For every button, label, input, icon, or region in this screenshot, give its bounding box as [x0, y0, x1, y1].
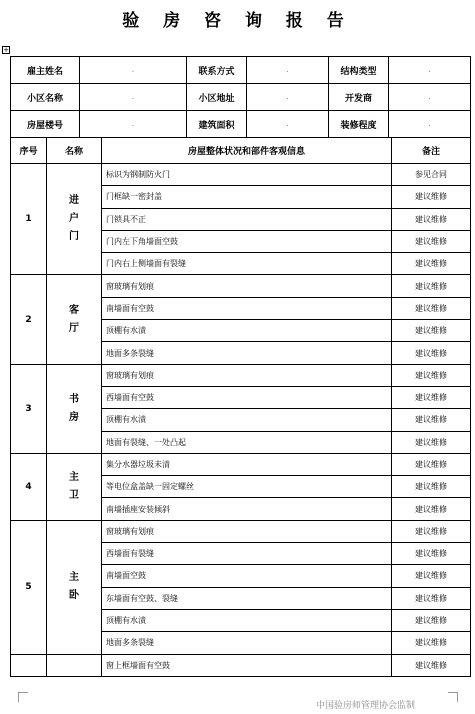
table-header-row [11, 138, 471, 164]
client-info-table [10, 56, 471, 138]
header-desc: 房屋整体状况和部件客观信息 [102, 138, 392, 164]
defect-description: 顶棚有水渍 [102, 320, 392, 342]
remark-cell: 建议维修 [392, 476, 471, 498]
info-label: 小区地址 [187, 84, 247, 111]
info-row [11, 84, 471, 111]
remark-cell: 建议维修 [392, 587, 471, 609]
room-name-char: 户 [69, 213, 79, 225]
table-move-handle-icon[interactable]: + [3, 46, 9, 54]
defect-description: 门框缺一密封盖 [102, 186, 392, 208]
room-name [47, 453, 102, 520]
remark-cell: 建议维修 [392, 230, 471, 252]
room-name-char: 进 [69, 195, 79, 207]
info-label: 装修程度 [329, 111, 389, 138]
item-number: 1 [11, 164, 47, 275]
defect-description: 东墙面有空鼓、裂缝 [102, 587, 392, 609]
remark-cell: 建议维修 [392, 609, 471, 631]
remark-cell: 建议维修 [392, 453, 471, 475]
room-name [47, 520, 102, 654]
item-number: 2 [11, 275, 47, 364]
header-name: 名称 [47, 138, 102, 164]
info-label: 小区名称 [11, 84, 80, 111]
defect-description: 顶棚有水渍 [102, 609, 392, 631]
item-number [11, 654, 47, 676]
defect-description: 等电位盒盖缺一固定螺丝 [102, 476, 392, 498]
table-row [11, 275, 471, 297]
defect-description: 门内右上侧墙面有裂缝 [102, 253, 392, 275]
room-name [47, 654, 102, 676]
remark-cell: 建议维修 [392, 208, 471, 230]
remark-cell: 建议维修 [392, 364, 471, 386]
remark-cell: 建议维修 [392, 409, 471, 431]
room-name [47, 364, 102, 453]
report-title: 验 房 咨 询 报 告 [122, 11, 353, 31]
defect-description: 西墙面有裂缝 [102, 543, 392, 565]
info-label: 房屋楼号 [11, 111, 80, 138]
table-row [11, 453, 471, 475]
header-no: 序号 [11, 138, 47, 164]
remark-cell: 建议维修 [392, 565, 471, 587]
defect-description: 门内左下角墙面空鼓 [102, 230, 392, 252]
remark-cell: 建议维修 [392, 520, 471, 542]
table-row [11, 164, 471, 186]
defect-description: 集分水器垃圾未清 [102, 453, 392, 475]
room-name-char: 主 [69, 471, 79, 483]
remark-cell: 建议维修 [392, 342, 471, 364]
remark-cell: 建议维修 [392, 498, 471, 520]
remark-cell: 建议维修 [392, 654, 471, 676]
footer-issuer: 中国验房师管理协会监制 [316, 701, 416, 711]
table-row [11, 364, 471, 386]
table-row [11, 654, 471, 676]
remark-cell: 建议维修 [392, 275, 471, 297]
info-value-field[interactable]: . [80, 111, 187, 138]
defect-description: 南墙面空鼓 [102, 565, 392, 587]
remark-cell: 建议维修 [392, 431, 471, 453]
info-value-field[interactable]: . [389, 111, 471, 138]
info-value-field[interactable]: . [80, 84, 187, 111]
info-label: 联系方式 [187, 57, 247, 84]
defect-description: 门锁具不正 [102, 208, 392, 230]
info-label: 开发商 [329, 84, 389, 111]
room-name-char: 厅 [69, 322, 79, 334]
info-value-field[interactable]: . [247, 111, 329, 138]
room-name-char: 房 [69, 411, 79, 423]
defect-description: 南墙插座安装倾斜 [102, 498, 392, 520]
info-label: 建筑面积 [187, 111, 247, 138]
info-row [11, 57, 471, 84]
info-value-field[interactable]: . [389, 57, 471, 84]
info-value-field[interactable]: . [247, 57, 329, 84]
room-name-char: 客 [69, 304, 79, 316]
info-row [11, 111, 471, 138]
defect-description: 标识为钢制防火门 [102, 164, 392, 186]
remark-cell: 参见合同 [392, 164, 471, 186]
room-name [47, 275, 102, 364]
defect-description: 窗上框墙面有空鼓 [102, 654, 392, 676]
remark-cell: 建议维修 [392, 320, 471, 342]
item-number: 3 [11, 364, 47, 453]
room-name-char: 门 [69, 231, 79, 243]
info-value-field[interactable]: . [389, 84, 471, 111]
remark-cell: 建议维修 [392, 253, 471, 275]
remark-cell: 建议维修 [392, 186, 471, 208]
page-corner-mark-right [448, 692, 458, 702]
room-name [47, 164, 102, 275]
item-number: 5 [11, 520, 47, 654]
page-corner-mark-left [18, 692, 28, 702]
defect-description: 地面多条裂缝 [102, 342, 392, 364]
defect-description: 西墙面有空鼓 [102, 386, 392, 408]
remark-cell: 建议维修 [392, 386, 471, 408]
defect-description: 地面有裂缝、一处凸起 [102, 431, 392, 453]
info-label: 结构类型 [329, 57, 389, 84]
info-label: 雇主姓名 [11, 57, 80, 84]
table-row [11, 520, 471, 542]
header-note: 备注 [392, 138, 471, 164]
room-name-char: 主 [69, 572, 79, 584]
defect-description: 南墙面有空鼓 [102, 297, 392, 319]
remark-cell: 建议维修 [392, 297, 471, 319]
defect-description: 窗玻璃有划痕 [102, 275, 392, 297]
defect-description: 地面多条裂缝 [102, 632, 392, 654]
info-value-field[interactable]: . [80, 57, 187, 84]
info-value-field[interactable]: . [247, 84, 329, 111]
defect-description: 顶棚有水渍 [102, 409, 392, 431]
defect-description: 窗玻璃有划痕 [102, 520, 392, 542]
defect-description: 窗玻璃有划痕 [102, 364, 392, 386]
room-name-char: 卧 [69, 590, 79, 602]
inspection-table [10, 137, 471, 677]
item-number: 4 [11, 453, 47, 520]
room-name-char: 卫 [69, 489, 79, 501]
room-name-char: 书 [69, 393, 79, 405]
remark-cell: 建议维修 [392, 543, 471, 565]
remark-cell: 建议维修 [392, 632, 471, 654]
